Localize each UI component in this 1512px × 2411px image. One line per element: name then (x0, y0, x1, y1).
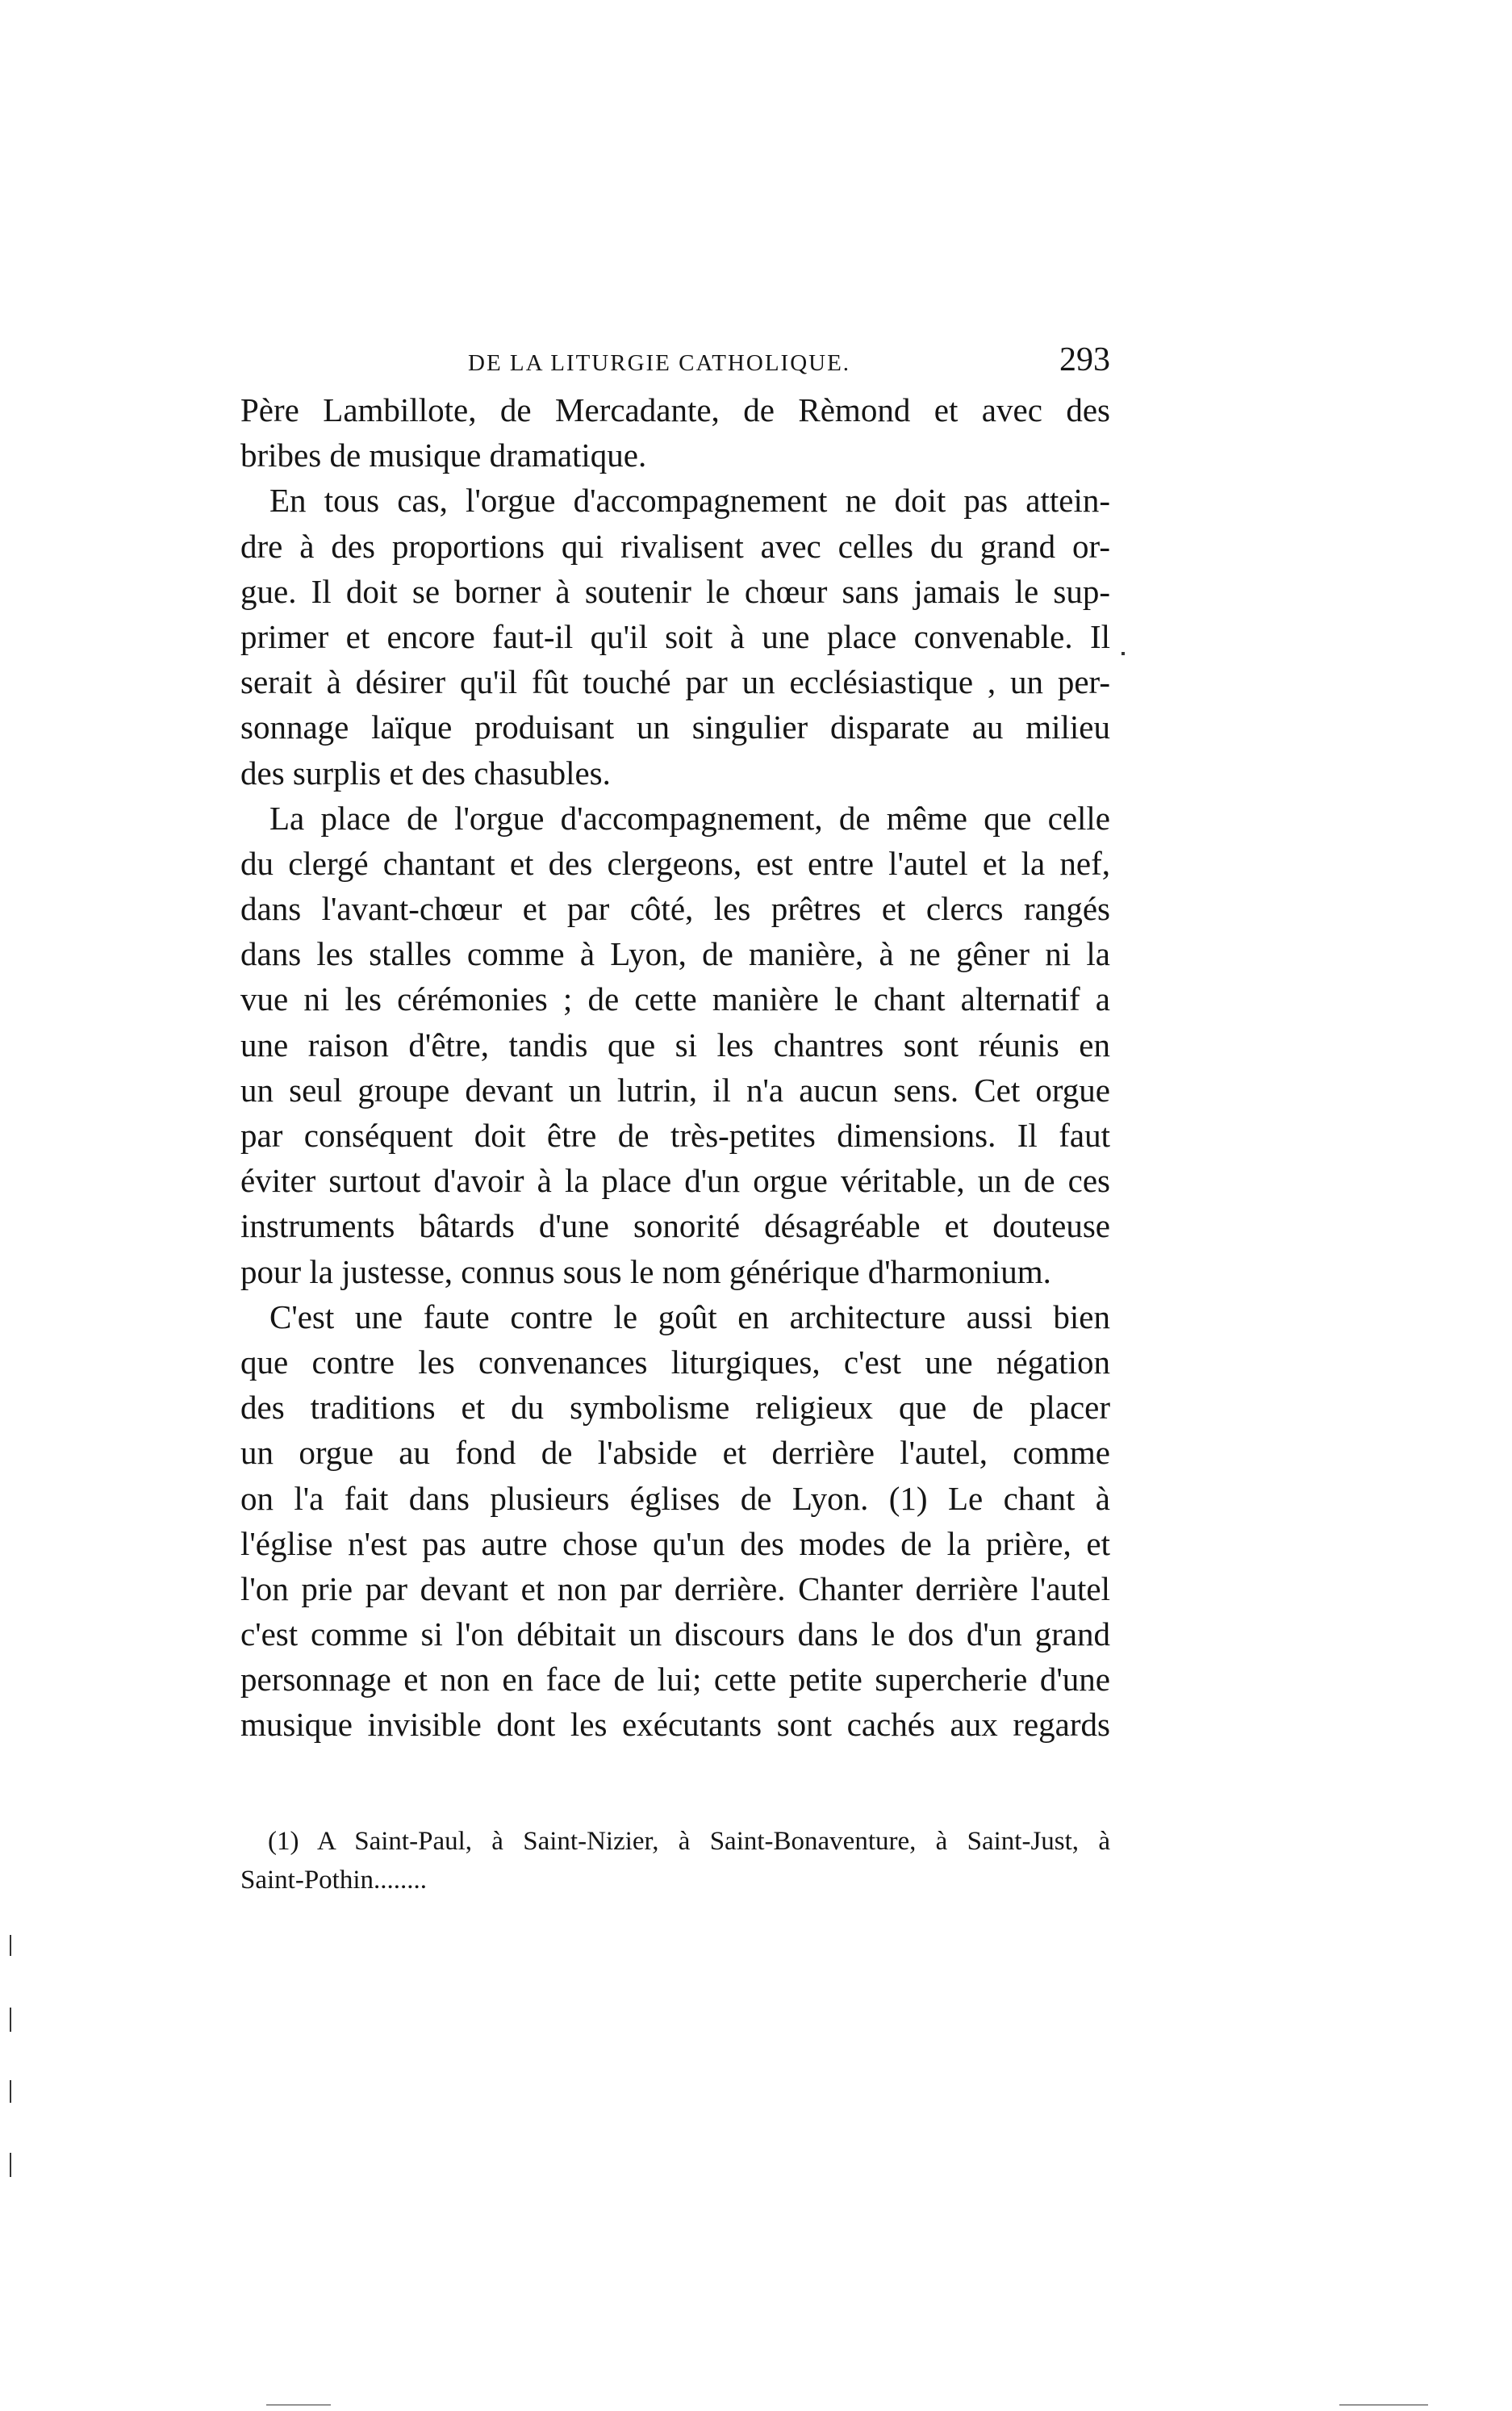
text-line: que contre les convenances liturgiques, c'est une négation (240, 1343, 1110, 1381)
running-title: DE LA LITURGIE CATHOLIQUE. (468, 350, 851, 376)
text-line: c'est comme si l'on débitait un discours dans le dos d'un grand (240, 1615, 1110, 1653)
text-line: instruments bâtards d'une sonorité désagréable et douteuse (240, 1207, 1110, 1245)
page-number: 293 (1059, 341, 1110, 378)
scan-edge-mark (10, 2008, 11, 2032)
text-line: dans les stalles comme à Lyon, de manière, à ne gêner ni la (240, 935, 1110, 973)
scan-edge-mark (10, 1935, 11, 1956)
text-line: La place de l'orgue d'accompagnement, de même que celle (269, 799, 1110, 837)
text-line: En tous cas, l'orgue d'accompagnement ne doit pas attein- (269, 482, 1110, 520)
text-line: personnage et non en face de lui; cette petite supercherie d'une (240, 1661, 1110, 1699)
scan-edge-mark (10, 2080, 11, 2103)
body-text (240, 387, 1110, 1748)
text-line: un orgue au fond de l'abside et derrière l'autel, comme (240, 1434, 1110, 1472)
footnote-line: Saint-Pothin........ (240, 1866, 428, 1895)
text-line: primer et encore faut-il qu'il soit à une place convenable. Il (240, 617, 1110, 655)
text-line: l'on prie par devant et non par derrière. Chanter derrière l'autel (240, 1569, 1110, 1607)
text-line: dre à des proportions qui rivalisent avec celles du grand or- (240, 527, 1110, 565)
footnote (240, 1822, 1110, 1899)
text-line: bribes de musique dramatique. (240, 437, 647, 474)
text-line: vue ni les cérémonies ; de cette manière le chant alternatif a (240, 980, 1110, 1018)
text-line: on l'a fait dans plusieurs églises de Lyon. (1) Le chant à (240, 1479, 1110, 1517)
text-line: gue. Il doit se borner à soutenir le chœur sans jamais le sup- (240, 572, 1110, 610)
text-line: pour la justesse, connus sous le nom générique d'harmonium. (240, 1252, 1051, 1290)
text-line: des surplis et des chasubles. (240, 754, 611, 792)
text-line: sonnage laïque produisant un singulier disparate au milieu (240, 708, 1110, 746)
text-line: serait à désirer qu'il fût touché par un ecclésiastique , un per- (240, 663, 1110, 701)
footnote-line: (1) A Saint-Paul, à Saint-Nizier, à Saint-Bonaventure, à Saint-Just, à (268, 1827, 1110, 1856)
text-line: musique invisible dont les exécutants sont cachés aux regards (240, 1706, 1110, 1744)
text-line: une raison d'être, tandis que si les chantres sont réunis en (240, 1026, 1110, 1063)
text-line: du clergé chantant et des clergeons, est entre l'autel et la nef, (240, 844, 1110, 882)
text-line: Père Lambillote, de Mercadante, de Rèmond et avec des (240, 391, 1110, 428)
scan-edge-mark (1121, 652, 1125, 655)
scan-edge-mark (10, 2153, 11, 2177)
text-line: un seul groupe devant un lutrin, il n'a aucun sens. Cet orgue (240, 1071, 1110, 1109)
text-line: C'est une faute contre le goût en architecture aussi bien (269, 1297, 1110, 1335)
text-line: dans l'avant-chœur et par côté, les prêtres et clercs rangés (240, 890, 1110, 928)
text-line: par conséquent doit être de très-petites dimensions. Il faut (240, 1117, 1110, 1154)
text-line: des traditions et du symbolisme religieux que de placer (240, 1389, 1110, 1427)
text-line: éviter surtout d'avoir à la place d'un orgue véritable, un de ces (240, 1162, 1110, 1200)
running-header (240, 339, 1110, 387)
text-line: l'église n'est pas autre chose qu'un des modes de la prière, et (240, 1524, 1110, 1562)
